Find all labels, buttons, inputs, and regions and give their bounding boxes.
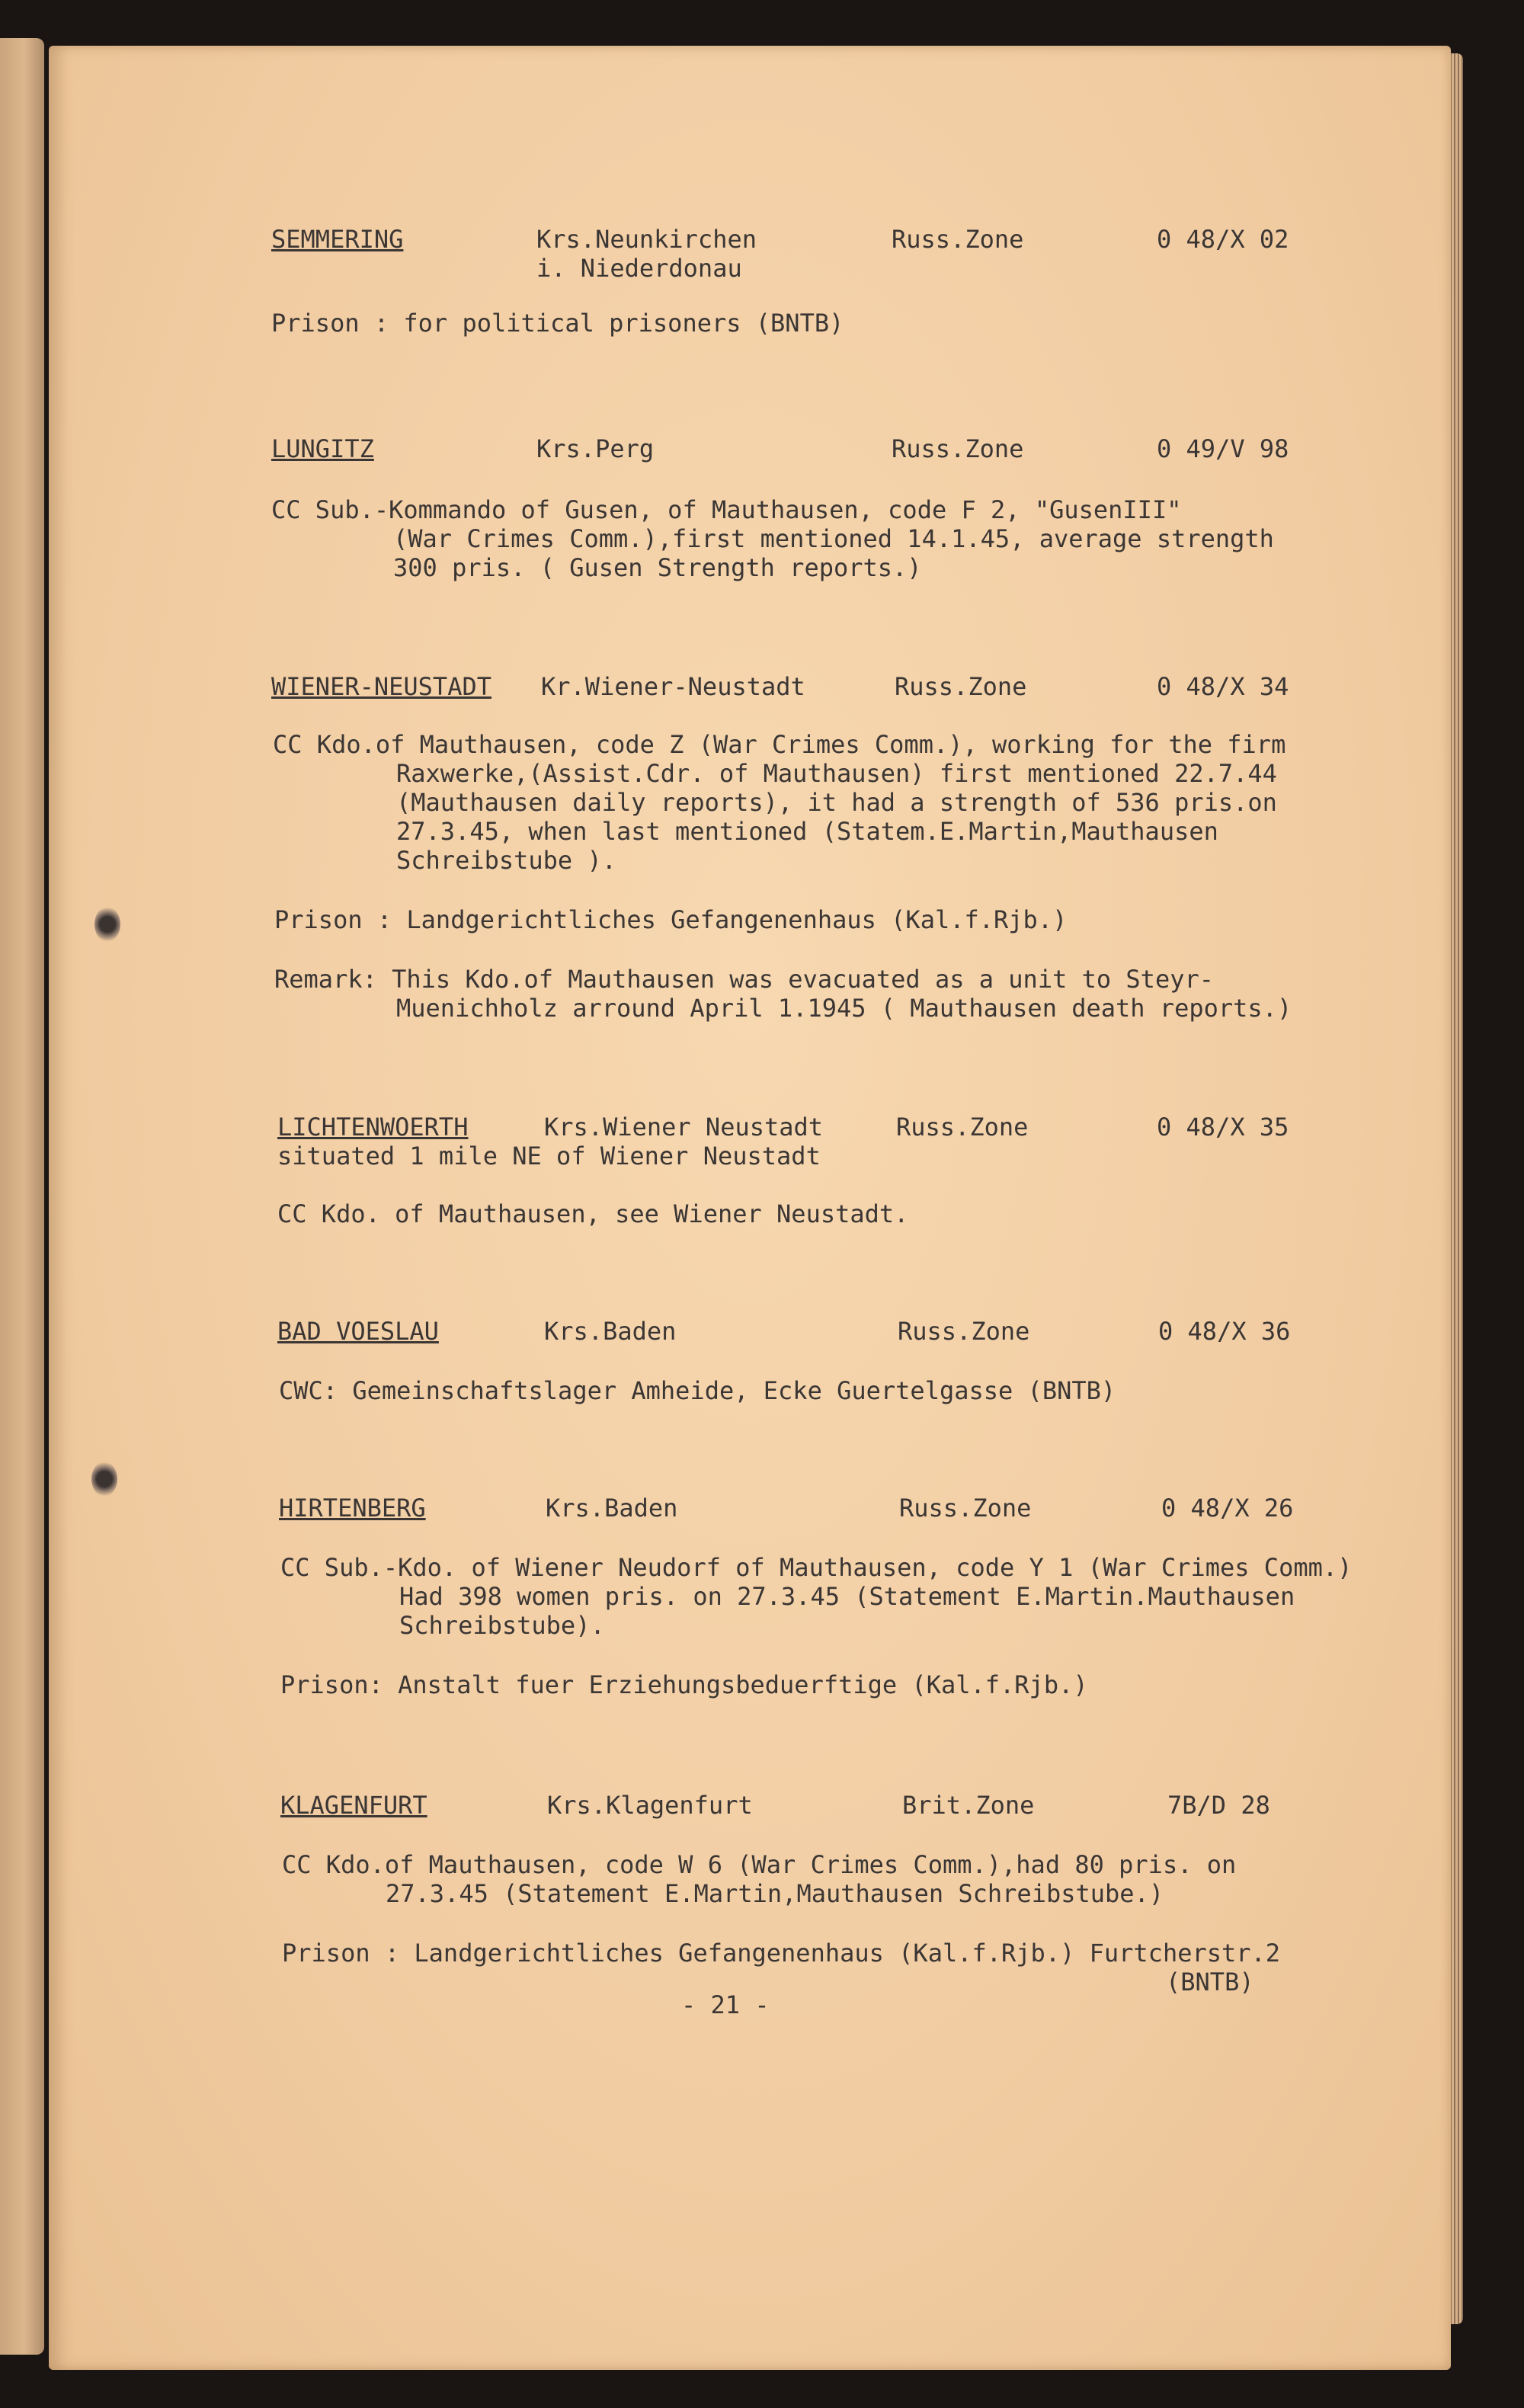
- district: Krs.Perg: [536, 434, 655, 463]
- place-name: LICHTENWOERTH: [277, 1113, 469, 1142]
- zone: Russ.Zone: [899, 1494, 1032, 1523]
- entry-text-line: 27.3.45, when last mentioned (Statem.E.Martin,Mauthausen: [396, 817, 1218, 846]
- place-name: WIENER-NEUSTADT: [271, 672, 491, 701]
- page-number: - 21 -: [681, 1990, 770, 2019]
- entry-text-line: Remark: This Kdo.of Mauthausen was evacuated as a unit to Steyr-: [274, 965, 1214, 994]
- district-detail: situated 1 mile NE of Wiener Neustadt: [277, 1142, 821, 1170]
- entry-text-line: CC Kdo.of Mauthausen, code W 6 (War Crimes Comm.),had 80 pris. on: [282, 1850, 1237, 1879]
- grid-reference: 0 48/X 36: [1158, 1317, 1291, 1346]
- place-name: BAD VOESLAU: [277, 1317, 439, 1346]
- grid-reference: 0 48/X 26: [1161, 1494, 1294, 1523]
- entry-text-line: Prison : Landgerichtliches Gefangenenhaus (Kal.f.Rjb.): [274, 905, 1068, 934]
- grid-reference: 0 49/V 98: [1157, 434, 1289, 463]
- grid-reference: 0 48/X 02: [1157, 225, 1289, 254]
- district-detail: i. Niederdonau: [536, 254, 742, 283]
- district: Krs.Klagenfurt: [547, 1791, 753, 1820]
- entry-text-line: 300 pris. ( Gusen Strength reports.): [393, 553, 922, 582]
- punch-hole: [91, 1462, 117, 1497]
- entry-text-line: Prison : Landgerichtliches Gefangenenhaus (Kal.f.Rjb.) Furtcherstr.2: [282, 1939, 1281, 1968]
- zone: Russ.Zone: [892, 225, 1024, 254]
- zone: Russ.Zone: [895, 672, 1027, 701]
- entry-text-line: Raxwerke,(Assist.Cdr. of Mauthausen) first mentioned 22.7.44: [396, 759, 1277, 788]
- place-name: HIRTENBERG: [279, 1494, 426, 1523]
- entry-text-line: Prison: Anstalt fuer Erziehungsbeduerftige (Kal.f.Rjb.): [280, 1670, 1088, 1699]
- entry-text-line: CC Kdo. of Mauthausen, see Wiener Neustadt.: [277, 1199, 909, 1228]
- entry-text-line: Prison : for political prisoners (BNTB): [271, 309, 844, 338]
- entry-text-line: CC Kdo.of Mauthausen, code Z (War Crimes Comm.), working for the firm: [273, 730, 1286, 759]
- zone: Russ.Zone: [896, 1113, 1029, 1142]
- district: Krs.Neunkirchen: [536, 225, 757, 254]
- district: Kr.Wiener-Neustadt: [541, 672, 805, 701]
- grid-reference: 0 48/X 35: [1157, 1113, 1289, 1142]
- entry-text-line: CWC: Gemeinschaftslager Amheide, Ecke Guertelgasse (BNTB): [279, 1376, 1116, 1405]
- entry-text-line: 27.3.45 (Statement E.Martin,Mauthausen Schreibstube.): [386, 1879, 1164, 1908]
- place-name: KLAGENFURT: [280, 1791, 427, 1820]
- entry-text-line: (War Crimes Comm.),first mentioned 14.1.45, average strength: [393, 524, 1274, 553]
- document-page: [49, 46, 1451, 2370]
- entry-text-line: CC Sub.-Kommando of Gusen, of Mauthausen, code F 2, "GusenIII": [271, 495, 1182, 524]
- zone: Russ.Zone: [892, 434, 1024, 463]
- district: Krs.Baden: [544, 1317, 677, 1346]
- punch-hole: [94, 907, 120, 942]
- grid-reference: 0 48/X 34: [1157, 672, 1289, 701]
- entry-text-line: (BNTB): [1166, 1968, 1254, 1997]
- entry-text-line: Schreibstube ).: [396, 846, 616, 875]
- zone: Brit.Zone: [902, 1791, 1035, 1820]
- grid-reference: 7B/D 28: [1167, 1791, 1270, 1820]
- district: Krs.Baden: [546, 1494, 678, 1523]
- facing-page-edge: [0, 38, 44, 2355]
- entry-text-line: CC Sub.-Kdo. of Wiener Neudorf of Mauthausen, code Y 1 (War Crimes Comm.): [280, 1553, 1353, 1582]
- entry-text-line: (Mauthausen daily reports), it had a strength of 536 pris.on: [396, 788, 1277, 817]
- entry-text-line: Had 398 women pris. on 27.3.45 (Statement E.Martin.Mauthausen: [399, 1582, 1295, 1611]
- zone: Russ.Zone: [898, 1317, 1030, 1346]
- entry-text-line: Muenichholz arround April 1.1945 ( Mauthausen death reports.): [396, 994, 1292, 1023]
- place-name: SEMMERING: [271, 225, 404, 254]
- district: Krs.Wiener Neustadt: [544, 1113, 824, 1142]
- place-name: LUNGITZ: [271, 434, 374, 463]
- entry-text-line: Schreibstube).: [399, 1611, 605, 1640]
